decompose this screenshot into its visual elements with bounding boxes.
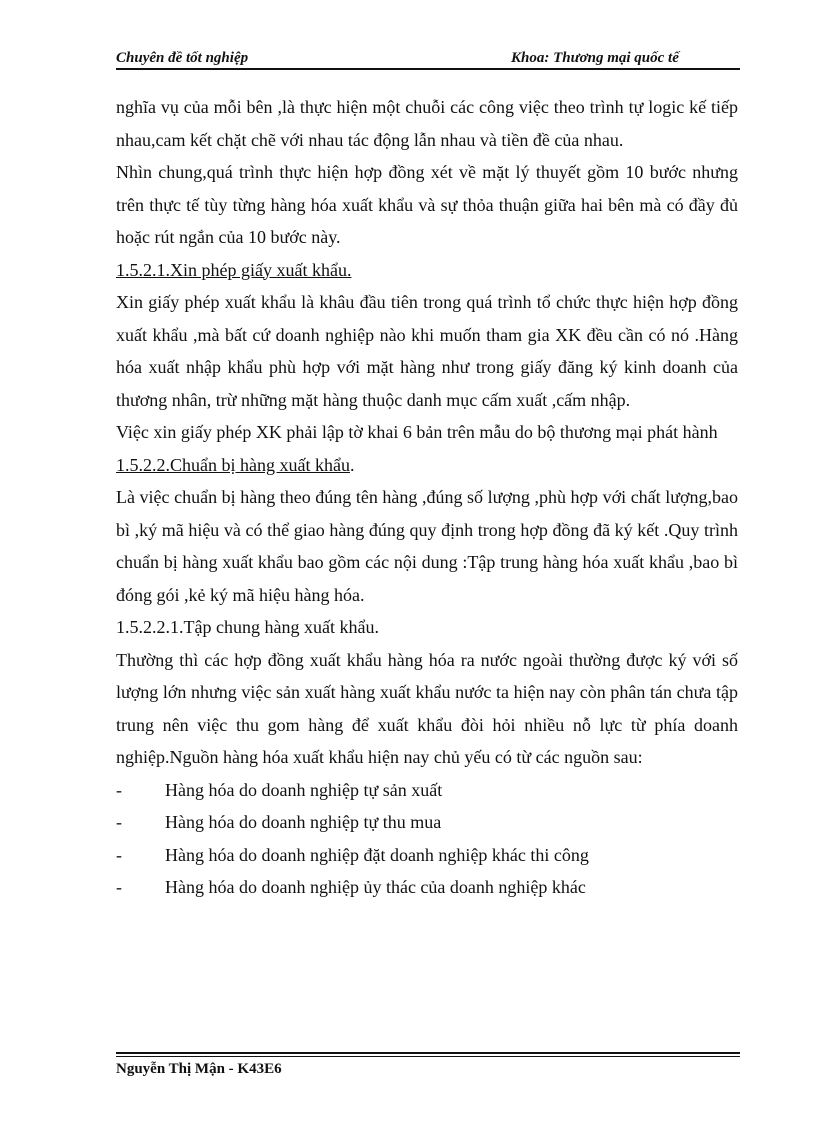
list-item-text: Hàng hóa do doanh nghiệp đặt doanh nghiệp khác thi công: [165, 844, 589, 865]
list-item: [116, 774, 738, 807]
list-item-text: Hàng hóa do doanh nghiệp ủy thác của doanh nghiệp khác: [165, 877, 586, 897]
list-item: [116, 806, 738, 839]
list-item-text: Hàng hóa do doanh nghiệp tự sản xuất: [165, 779, 443, 800]
footer-divider-thick: [116, 1052, 740, 1054]
paragraph-3: Xin giấy phép xuất khẩu là khâu đầu tiên trong quá trình tổ chức thực hiện hợp đồng xuất khẩu ,mà bất cứ doanh nghiệp nào khi muốn tham gia XK đều cần có nó .Hàng hóa xuất nhập khẩu phù hợp với mặt hàng như trong giấy đăng ký kinh doanh của thương nhân, trừ những mặt hàng thuộc danh mục cấm xuất ,cấm nhập.: [116, 292, 738, 410]
bullet-dash: -: [116, 844, 122, 865]
page-footer-author: Nguyễn Thị Mận - K43E6: [116, 1061, 282, 1077]
section-heading-1-5-2-1: [116, 254, 738, 287]
list-item: [116, 871, 738, 904]
bullet-dash: -: [116, 779, 122, 800]
section-heading-text: 1.5.2.1.Xin phép giấy xuất khẩu.: [116, 259, 352, 280]
bullet-dash: -: [116, 812, 122, 832]
paragraph-5: Là việc chuẩn bị hàng theo đúng tên hàng ,đúng số lượng ,phù hợp với chất lượng,bao bì ,ký mã hiệu và có thể giao hàng đúng quy định trong hợp đồng đã ký kết .Quy trình chuẩn bị hàng xuất khẩu bao gồm các nội dung :Tập trung hàng hóa xuất khẩu ,bao bì đóng gói ,kẻ ký mã hiệu hàng hóa.: [116, 487, 738, 605]
section-heading-tail: .: [349, 454, 355, 475]
section-heading-1-5-2-2: [116, 449, 738, 482]
section-heading-1-5-2-2-1: 1.5.2.2.1.Tập chung hàng xuất khẩu.: [116, 617, 379, 637]
paragraph-6: Thường thì các hợp đồng xuất khẩu hàng hóa ra nước ngoài thường được ký với số lượng lớn nhưng việc sản xuất hàng xuất khẩu nước ta hiện nay còn phân tán chưa tập trung nên việc thu gom hàng để xuất khẩu đòi hỏi nhiều nỗ lực từ phía doanh nghiệp.Nguồn hàng hóa xuất khẩu hiện nay chủ yếu có từ các nguồn sau:: [116, 649, 738, 767]
list-item-text: Hàng hóa do doanh nghiệp tự thu mua: [165, 812, 442, 832]
page-body: [116, 91, 738, 904]
paragraph-1: nghĩa vụ của mỗi bên ,là thực hiện một chuỗi các công việc theo trình tự logic kế tiếp nhau,cam kết chặt chẽ với nhau tác động lẫn nhau và tiền đề của nhau.: [116, 97, 738, 150]
header-document-type: Chuyên đề tốt nghiệp: [116, 50, 249, 66]
paragraph-4: Việc xin giấy phép XK phải lập tờ khai 6 bản trên mẫu do bộ thương mại phát hành: [116, 422, 718, 442]
footer-divider-thin: [116, 1056, 740, 1057]
bullet-dash: -: [116, 877, 122, 897]
header-divider: [116, 68, 740, 70]
list-item: [116, 839, 738, 872]
page-header: [116, 48, 740, 70]
header-faculty: Khoa: Thương mại quốc tế: [511, 50, 679, 66]
section-heading-text: 1.5.2.2.Chuẩn bị hàng xuất khẩu: [116, 454, 350, 475]
paragraph-2: Nhìn chung,quá trình thực hiện hợp đồng xét về mặt lý thuyết gồm 10 bước nhưng trên thực tế tùy từng hàng hóa xuất khẩu và sự thỏa thuận giữa hai bên mà có đầy đủ hoặc rút ngắn của 10 bước này.: [116, 162, 738, 247]
